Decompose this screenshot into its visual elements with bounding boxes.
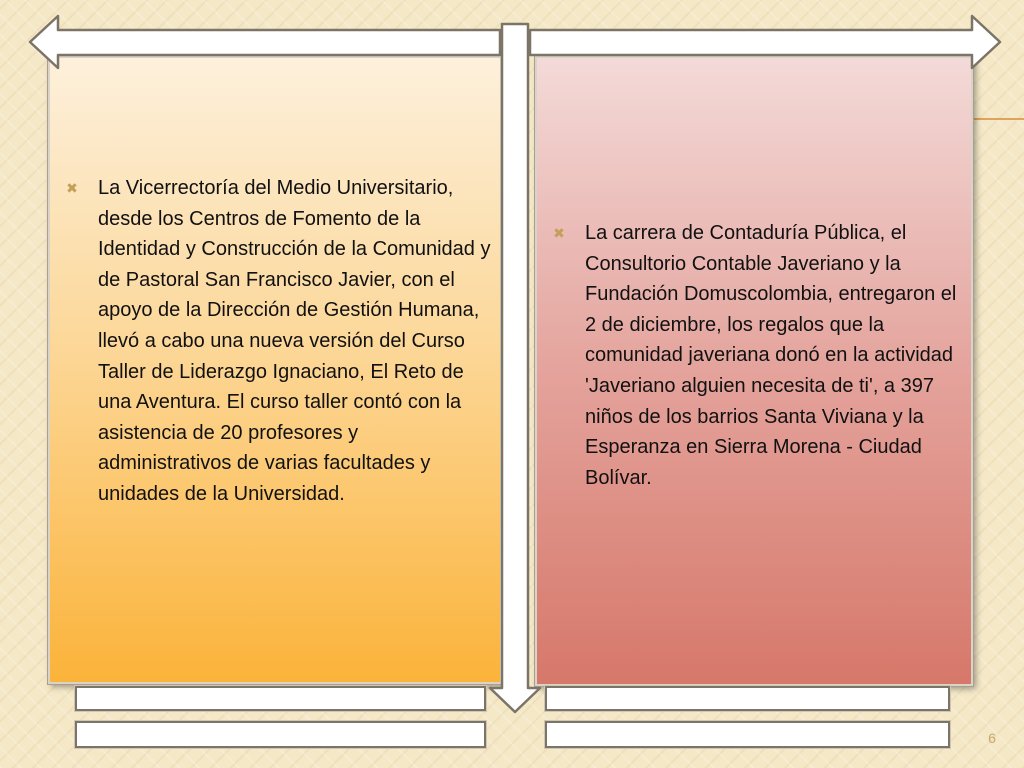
x-bullet-icon: ✖ (66, 180, 78, 196)
arrow-down-icon (490, 24, 540, 712)
arrow-left-icon (30, 16, 500, 68)
arrow-right-icon (530, 16, 1000, 68)
x-bullet-icon: ✖ (553, 225, 565, 241)
list-item-text: La Vicerrectoría del Medio Universitario, desde los Centros de Fomento de la Identidad y Construcción de la Comunidad y de Pastoral San Francisco Javier, con el apoyo de la Dirección de Gestión Humana, llevó a cabo una nueva versión del Curso Taller de Liderazgo Ignaciano, El Reto de una Aventura. El curso taller contó con la asistencia de 20 profesores y administrativos de varias facultades y unidades de la Universidad. (98, 177, 491, 505)
list-item-text: La carrera de Contaduría Pública, el Consultorio Contable Javeriano y la Fundación Domuscolombia, entregaron el 2 de diciembre, los regalos que la comunidad javeriana donó en la actividad 'Javeriano alguien necesita de ti', a 397 niños de los barrios Santa Viviana y la Esperanza en Sierra Morena - Ciudad Bolívar. (585, 222, 957, 489)
page-number: 6 (988, 730, 996, 746)
